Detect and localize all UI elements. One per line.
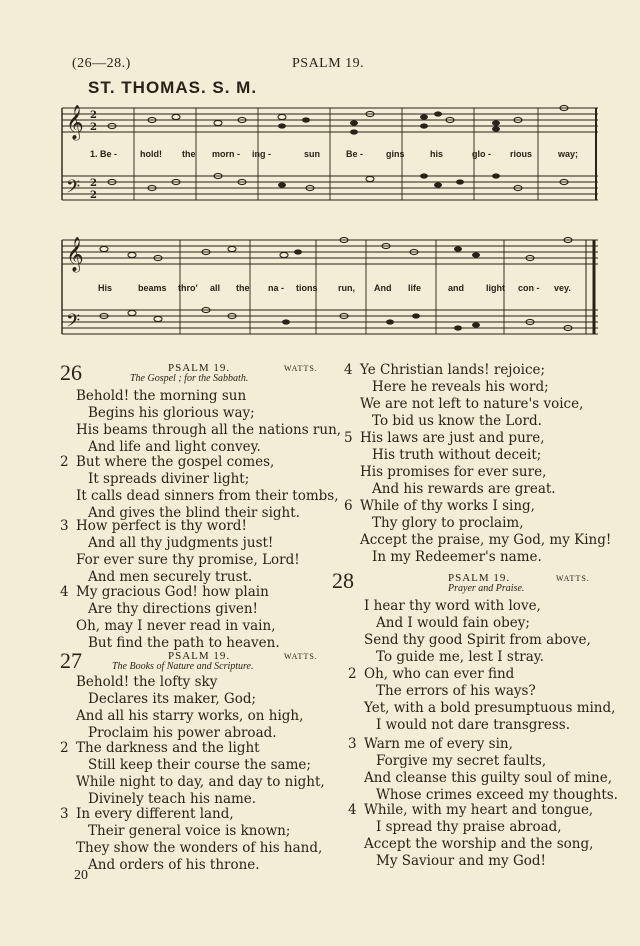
stanza-number: 2: [60, 740, 69, 756]
lyric-syllable: His: [98, 283, 113, 293]
svg-text:𝄢: 𝄢: [66, 177, 81, 202]
lyric-syllable: hold!: [140, 149, 162, 159]
verse-line: And cleanse this guilty soul of mine,: [364, 770, 613, 786]
verse-line: And I would fain obey;: [376, 615, 530, 631]
lyric-syllable: vey.: [554, 283, 571, 293]
verse-line: And his rewards are great.: [372, 481, 556, 497]
verse-line: My Saviour and my God!: [376, 853, 546, 869]
verse-line: Accept the worship and the song,: [364, 836, 594, 852]
lyric-syllable: thro': [178, 283, 198, 293]
hymn-subtitle: The Books of Nature and Scripture.: [112, 661, 254, 672]
page-range: (26—28.): [72, 56, 131, 71]
verse-line: Behold! the lofty sky: [76, 674, 218, 690]
stanza-number: 3: [60, 806, 69, 822]
svg-text:2: 2: [90, 110, 97, 121]
stanza: [344, 362, 584, 430]
lyric-syllable: life: [408, 283, 422, 293]
lyric-syllable: glo -: [472, 149, 491, 159]
verse-line: Proclaim his power abroad.: [88, 725, 277, 741]
svg-text:2: 2: [90, 178, 97, 189]
verse-line: Are thy directions given!: [88, 601, 258, 617]
lyric-syllable: con -: [518, 283, 540, 293]
verse-line: But where the gospel comes,: [76, 454, 275, 470]
verse-line: But find the path to heaven.: [88, 635, 280, 651]
verse-line: In my Redeemer's name.: [372, 549, 542, 565]
verse-line: Oh, may I never read in vain,: [76, 618, 276, 634]
verse-line: Forgive my secret faults,: [376, 753, 547, 769]
stanza-number: 2: [348, 666, 357, 682]
stanza: [344, 430, 556, 498]
svg-text:2: 2: [90, 190, 97, 201]
lyric-syllable: gins: [386, 149, 405, 159]
verse-line: Ye Christian lands! rejoice;: [360, 362, 546, 378]
verse-line: Yet, with a bold presumptuous mind,: [364, 700, 616, 716]
lyric-syllable: tions: [296, 283, 318, 293]
verse-line: Oh, who can ever find: [364, 666, 515, 682]
verse-line: Divinely teach his name.: [88, 791, 257, 807]
verse-line: I hear thy word with love,: [364, 598, 541, 614]
verse-line: Whose crimes exceed my thoughts.: [376, 787, 618, 803]
lyric-syllable: sun: [304, 149, 321, 159]
verse-line: It calls dead sinners from their tombs,: [76, 488, 339, 504]
hymn-number: 28: [332, 568, 354, 593]
hymn-author: WATTS.: [284, 364, 318, 373]
lyric-syllable: his: [430, 149, 444, 159]
verse-line: I would not dare transgress.: [376, 717, 570, 733]
lyric-syllable: rious: [510, 149, 533, 159]
lyric-syllable: morn -: [212, 149, 240, 159]
svg-text:2: 2: [90, 122, 97, 133]
hymn-number: 27: [60, 648, 82, 673]
svg-text:𝄞: 𝄞: [66, 237, 84, 272]
hymn-subtitle: Prayer and Praise.: [448, 583, 525, 594]
verse-line: To bid us know the Lord.: [372, 413, 542, 429]
stanza: [348, 666, 616, 734]
lyric-syllable: 1. Be -: [90, 149, 118, 159]
svg-text:𝄢: 𝄢: [66, 311, 81, 336]
verse-line: Thy glory to proclaim,: [372, 515, 524, 531]
verse-line: While, with my heart and tongue,: [364, 802, 594, 818]
lyric-syllable: the: [182, 149, 196, 159]
lyric-syllable: all: [210, 283, 221, 293]
hymn-psalm-title: PSALM 19.: [448, 572, 511, 584]
verse-line: While of thy works I sing,: [360, 498, 535, 514]
stanza: [348, 736, 618, 804]
verse-line: Here he reveals his word;: [372, 379, 549, 395]
verse-line: Accept the praise, my God, my King!: [360, 532, 612, 548]
svg-text:𝄞: 𝄞: [66, 105, 84, 140]
verse-line: And men securely trust.: [88, 569, 253, 585]
verse-line: His truth without deceit;: [372, 447, 542, 463]
lyric-syllable: ing -: [252, 149, 271, 159]
verse-line: The darkness and the light: [76, 740, 260, 756]
stanza-number: 4: [60, 584, 69, 600]
lyric-syllable: light: [486, 283, 505, 293]
verse-line: And all his starry works, on high,: [76, 708, 304, 724]
hymn-psalm-title: PSALM 19.: [168, 650, 231, 662]
lyric-syllable: the: [236, 283, 250, 293]
verse-line: Begins his glorious way;: [88, 405, 255, 421]
verse-line: Still keep their course the same;: [88, 757, 311, 773]
verse-line: While night to day, and day to night,: [76, 774, 325, 790]
lyric-syllable: And: [374, 283, 392, 293]
verse-line: Behold! the morning sun: [76, 388, 247, 404]
verse-line: To guide me, lest I stray.: [376, 649, 544, 665]
hymn-author: WATTS.: [284, 652, 318, 661]
verse-line: His promises for ever sure,: [360, 464, 547, 480]
hymn-subtitle: The Gospel ; for the Sabbath.: [130, 373, 249, 384]
stanza-number: 4: [348, 802, 357, 818]
verse-line: For ever sure thy promise, Lord!: [76, 552, 300, 568]
stanza: [60, 806, 323, 874]
lyric-syllable: Be -: [346, 149, 364, 159]
running-title: PSALM 19.: [292, 56, 365, 71]
lyric-syllable: and: [448, 283, 465, 293]
hymn-number: 26: [60, 360, 82, 385]
stanza: [76, 674, 303, 742]
stanza: [60, 518, 300, 586]
verse-line: Their general voice is known;: [88, 823, 291, 839]
stanza-number: 2: [60, 454, 69, 470]
hymn-author: WATTS.: [556, 574, 590, 583]
verse-line: And life and light convey.: [88, 439, 261, 455]
lyric-syllable: way;: [558, 149, 579, 159]
lyric-syllable: na -: [268, 283, 285, 293]
verse-line: They show the wonders of his hand,: [76, 840, 323, 856]
stanza: [60, 584, 280, 652]
stanza-number: 4: [344, 362, 353, 378]
verse-line: And all thy judgments just!: [88, 535, 274, 551]
stanza-number: 3: [60, 518, 69, 534]
lyric-syllable: run,: [338, 283, 355, 293]
stanza-number: 3: [348, 736, 357, 752]
stanza-number: 6: [344, 498, 353, 514]
verse-line: It spreads diviner light;: [88, 471, 250, 487]
verse-line: My gracious God! how plain: [76, 584, 269, 600]
verse-line: Declares its maker, God;: [88, 691, 257, 707]
stanza: [344, 498, 612, 566]
stanza: [60, 454, 339, 522]
stanza: [364, 598, 591, 666]
verse-line: We are not left to nature's voice,: [360, 396, 584, 412]
verse-line: His beams through all the nations run,: [76, 422, 342, 438]
verse-line: How perfect is thy word!: [76, 518, 247, 534]
stanza: [60, 740, 325, 808]
verse-line: The errors of his ways?: [376, 683, 536, 699]
stanza: [348, 802, 594, 870]
page-number: 20: [74, 868, 88, 883]
verse-line: Warn me of every sin,: [364, 736, 513, 752]
lyric-syllable: beams: [138, 283, 167, 293]
verse-line: Send thy good Spirit from above,: [364, 632, 591, 648]
verse-line: In every different land,: [76, 806, 234, 822]
verse-line: His laws are just and pure,: [360, 430, 545, 446]
verse-line: And gives the blind their sight.: [88, 505, 300, 521]
verse-line: I spread thy praise abroad,: [376, 819, 562, 835]
stanza-number: 5: [344, 430, 353, 446]
hymn-psalm-title: PSALM 19.: [168, 362, 231, 374]
verse-line: And orders of his throne.: [88, 857, 260, 873]
tune-title: ST. THOMAS. S. M.: [88, 78, 258, 97]
stanza: [76, 388, 341, 456]
